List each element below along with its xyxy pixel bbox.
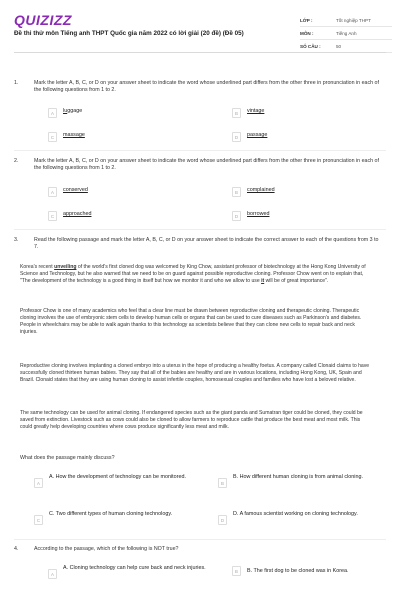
- option-letter: D: [232, 211, 241, 221]
- option-letter: B: [232, 566, 241, 576]
- meta-key: MÔN :: [300, 30, 314, 36]
- option-text: borrowed: [247, 211, 270, 217]
- question-1: [14, 80, 386, 140]
- question-separator: [14, 229, 386, 230]
- meta-key: LỚP :: [300, 17, 313, 23]
- option-text: vintage: [247, 108, 265, 114]
- option-text: B. The first dog to be cloned was in Korea.: [247, 568, 349, 574]
- question-4: [14, 546, 386, 596]
- quizizz-logo: QUIZIZZ: [14, 12, 72, 28]
- question-text: Mark the letter A, B, C, or D on your answer sheet to indicate the word whose underlined part differs from the other three in pronunciation in each of the following questions from 1 to 2.: [34, 158, 379, 172]
- highlighted-word: unveiling: [54, 264, 77, 270]
- meta-row-subject: [300, 27, 392, 40]
- option-b[interactable]: [218, 474, 368, 488]
- option-letter: A: [48, 569, 57, 579]
- option-c[interactable]: [48, 211, 91, 221]
- option-letter: C: [48, 211, 57, 221]
- option-letter: B: [232, 108, 241, 118]
- passage-text: Korea's recent: [20, 264, 55, 270]
- option-c[interactable]: [48, 132, 85, 142]
- passage-text: of the world's first cloned dog was welcomed by King Chow, assistant professor of biotechnology at the Hong Kong University of Science and Technology, but he also warned that we need to be on guard against possible reproductive cloning. Professor Chow went on to explain that, "The development of the technology is a good thing in itself but how we monitor it and who we allow to use: [20, 264, 366, 285]
- option-text: massage: [63, 132, 85, 138]
- meta-table: [300, 14, 392, 53]
- option-a[interactable]: [48, 187, 88, 197]
- meta-value: 50: [336, 43, 342, 49]
- option-b[interactable]: [232, 565, 382, 576]
- option-d[interactable]: [232, 132, 267, 142]
- option-a[interactable]: [48, 108, 82, 118]
- option-text: D. A famous scientist working on cloning technology.: [233, 511, 358, 517]
- question-prompt: What does the passage mainly discuss?: [20, 455, 115, 461]
- option-b[interactable]: [232, 187, 275, 197]
- option-text: complained: [247, 187, 275, 193]
- passage-paragraph-1: [20, 264, 370, 285]
- question-text: According to the passage, which of the following is NOT true?: [34, 546, 179, 552]
- option-d[interactable]: [232, 211, 269, 221]
- option-text: C. Two different types of human cloning technology.: [49, 511, 173, 517]
- option-text: passage: [247, 132, 268, 138]
- question-number: 3.: [14, 237, 19, 243]
- question-number: 4.: [14, 546, 19, 552]
- highlighted-word: it: [261, 278, 265, 285]
- option-text: [63, 108, 82, 115]
- passage-paragraph-4: The same technology can be used for animal cloning. If endangered species such as the giant panda and Sumatran tiger could be cloned, they could be saved from extinction. Livestock such as cows could also be cloned to allow farmers to reproduce cattle that produce the best meat and most milk. This could greatly help developing countries where cows produce significantly less meat and milk.: [20, 410, 363, 431]
- option-c[interactable]: [34, 511, 204, 525]
- option-letter: B: [232, 187, 241, 197]
- page-title: Đề thi thử môn Tiếng anh THPT Quốc gia năm 2022 có lời giải (20 đề) (Đề 05): [14, 30, 244, 37]
- question-2: [14, 158, 386, 228]
- option-text: B. How different human cloning is from animal cloning.: [233, 474, 363, 480]
- option-text: A. How the development of technology can be monitored.: [49, 474, 186, 480]
- option-d[interactable]: [218, 511, 368, 525]
- meta-value: Tiếng Anh: [336, 30, 357, 36]
- meta-row-class: [300, 14, 392, 27]
- option-letter: D: [232, 132, 241, 142]
- question-number: 1.: [14, 80, 19, 86]
- option-a[interactable]: [48, 565, 218, 579]
- question-text: Read the following passage and mark the letter A, B, C, or D on your answer sheet to indicate the correct answer to each of the questions from 3 to 7.: [34, 237, 379, 251]
- passage-text: will be of great importance".: [264, 278, 329, 285]
- option-letter: A: [48, 187, 57, 197]
- option-b[interactable]: [232, 108, 264, 118]
- option-letter: B: [218, 478, 227, 488]
- option-text-post: ggage: [67, 108, 83, 114]
- option-letter: D: [218, 515, 227, 525]
- option-underlined: lu: [63, 108, 68, 114]
- header-divider: [14, 52, 386, 53]
- option-letter: C: [34, 515, 43, 525]
- meta-value: Tốt nghiệp THPT: [336, 17, 371, 23]
- question-separator: [14, 539, 386, 540]
- passage-paragraph-3: Reproductive cloning involves implanting a cloned embryo into a uterus in the hope of producing a healthy foetus. A company called Clonaid claims to have successfully cloned thirteen human babies. They say that all of the babies are healthy and are in various locations, including Hong Kong, UK, Spain and Brazil. Clonaid states that they are using human cloning to assist infertile couples, homosexual couples and families who have lost a beloved relative.: [20, 363, 370, 384]
- meta-key: SỐ CÂU :: [300, 43, 321, 49]
- question-number: 2.: [14, 158, 19, 164]
- passage-paragraph-2: Professor Chow is one of many academics who feel that a clear line must be drawn between reproductive cloning and therapeutic cloning. Therapeutic cloning involves the use of embryonic stem cells to develop human cells or organs that can be used to cure diseases such as Parkinson's and diabetes. People in wheelchairs may be able to walk again thanks to this technology as scientists believe that they can clone new cells to repair back and neck injuries.: [20, 308, 362, 336]
- option-text: A. Cloning technology can help cure back and neck injuries.: [63, 565, 206, 571]
- question-text: Mark the letter A, B, C, or D on your answer sheet to indicate the word whose underlined part differs from the other three in pronunciation in each of the following questions from 1 to 2.: [34, 80, 379, 94]
- option-a[interactable]: [34, 474, 204, 488]
- option-letter: A: [34, 478, 43, 488]
- option-letter: A: [48, 108, 57, 118]
- option-text: approached: [63, 211, 92, 217]
- option-letter: C: [48, 132, 57, 142]
- option-text: conserved: [63, 187, 88, 193]
- question-separator: [14, 150, 386, 151]
